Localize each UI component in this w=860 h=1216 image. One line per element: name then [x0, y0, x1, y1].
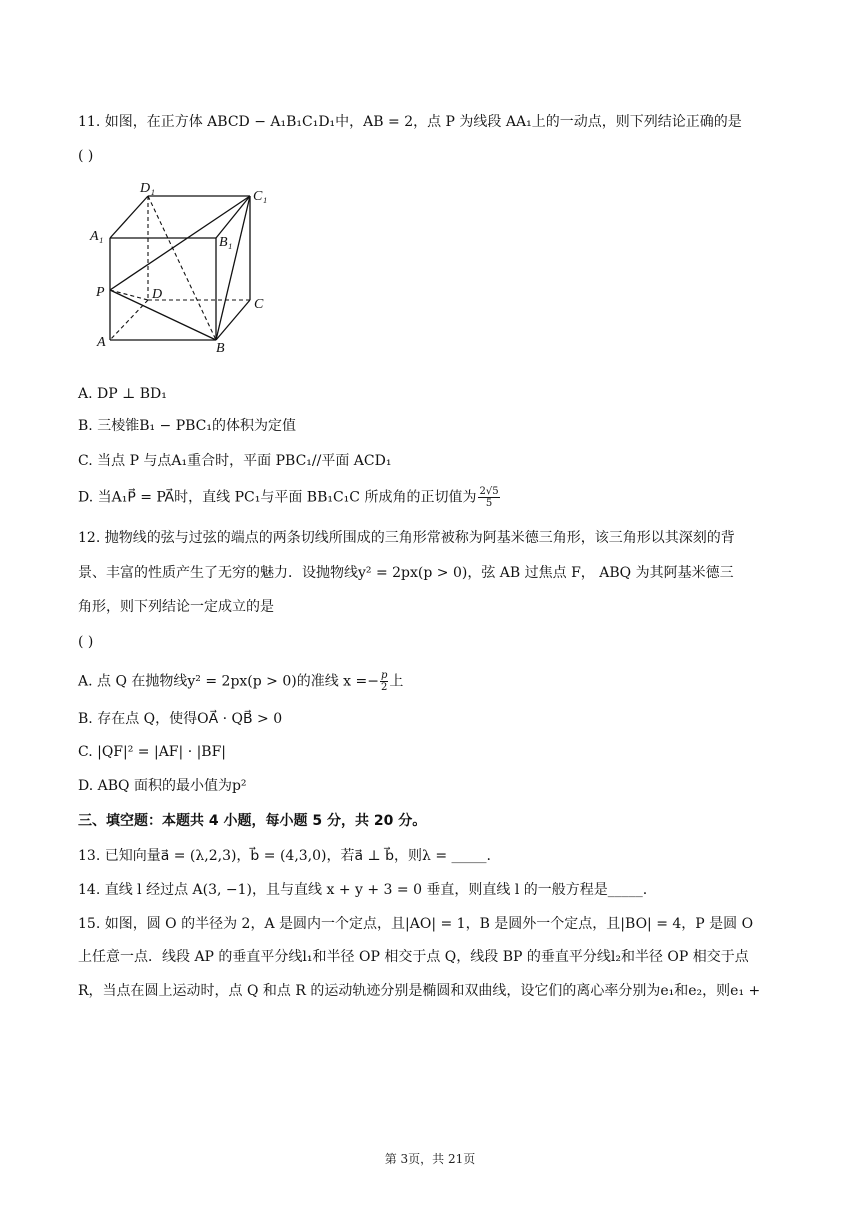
q11-option-d-fraction — [478, 486, 499, 509]
q12-option-a — [78, 670, 403, 693]
section3-heading: 三、填空题：本题共 4 小题，每小题 5 分，共 20 分。 — [78, 813, 427, 829]
label-a: A — [97, 335, 106, 350]
q12-stem-line1: 12. 抛物线的弦与过弦的端点的两条切线所围成的三角形常被称为阿基米德三角形，该三角形以其深刻的背 — [78, 530, 735, 546]
fraction-denominator: 2 — [381, 682, 388, 693]
q12-option-a-text: A. 点 Q 在抛物线y² = 2px(p > 0)的准线 x =− — [78, 673, 379, 690]
q12-option-a-suffix: 上 — [389, 673, 404, 690]
page-footer: 第 3页，共 21页 — [384, 1152, 476, 1166]
q12-stem-line3: 角形，则下列结论一定成立的是 — [78, 599, 274, 615]
edge-d1a1 — [110, 196, 148, 238]
q15-line2: 上任意一点．线段 AP 的垂直平分线l₁和半径 OP 相交于点 Q，线段 BP 的垂直平分线l₂和半径 OP 相交于点 — [78, 949, 749, 965]
q14-text: 14. 直线 l 经过点 A(3, −1)，且与直线 x + y + 3 = 0 垂直，则直线 l 的一般方程是_____. — [78, 882, 648, 898]
fraction-denominator: 5 — [485, 498, 493, 509]
q12-option-c: C. |QF|² = |AF| · |BF| — [78, 744, 227, 760]
fraction-numerator: p — [381, 670, 388, 681]
q15-line3: R，当点在圆上运动时，点 Q 和点 R 的运动轨迹分别是椭圆和双曲线，设它们的离心率分别为e₁和e₂，则e₁ + — [78, 983, 761, 999]
segment-pb — [110, 290, 216, 340]
label-b1: B₁ — [219, 235, 233, 250]
q12-stem-line2: 景、丰富的性质产生了无穷的魅力．设抛物线y² = 2px(p > 0)，弦 AB 过焦点 F， ABQ 为其阿基米德三 — [78, 565, 734, 581]
q12-option-d: D. ABQ 面积的最小值为p² — [78, 778, 247, 794]
q12-paren: ( ) — [78, 634, 94, 650]
edge-da-hidden — [110, 300, 148, 340]
q11-paren: ( ) — [78, 148, 94, 164]
q15-line1: 15. 如图，圆 O 的半径为 2，A 是圆内一个定点，且|AO| = 1，B 是圆外一个定点，且|BO| = 4，P 是圆 O — [78, 916, 754, 932]
segment-d1b-hidden — [148, 196, 216, 340]
label-d: D — [152, 287, 163, 302]
q11-option-d — [78, 486, 500, 509]
q12-option-b: B. 存在点 Q，使得OA⃗ · QB⃗ > 0 — [78, 711, 283, 727]
q11-option-b: B. 三棱锥B₁ − PBC₁的体积为定值 — [78, 418, 297, 434]
label-b: B — [216, 341, 225, 353]
fraction-numerator: 2√5 — [479, 486, 499, 497]
q12-option-a-fraction — [380, 670, 388, 693]
label-p: P — [96, 285, 105, 300]
q11-option-a: A. DP ⊥ BD₁ — [78, 386, 167, 402]
q11-option-c: C. 当点 P 与点A₁重合时，平面 PBC₁//平面 ACD₁ — [78, 453, 392, 469]
q13-text: 13. 已知向量a⃗ = (λ,2,3)，b⃗ = (4,3,0)，若a⃗ ⊥ b⃗，则λ = _____. — [78, 848, 491, 864]
label-c: C — [254, 297, 264, 312]
label-a1: A₁ — [90, 229, 104, 244]
q11-option-d-text: D. 当A₁P⃗ = PA⃗时，直线 PC₁与平面 BB₁C₁C 所成角的正切值为 — [78, 489, 477, 506]
cube-figure — [88, 178, 278, 353]
q11-stem: 11. 如图，在正方体 ABCD − A₁B₁C₁D₁中，AB = 2，点 P 为线段 AA₁上的一动点，则下列结论正确的是 — [78, 114, 742, 130]
label-d1: D₁ — [140, 181, 155, 196]
label-c1: C₁ — [253, 189, 268, 204]
